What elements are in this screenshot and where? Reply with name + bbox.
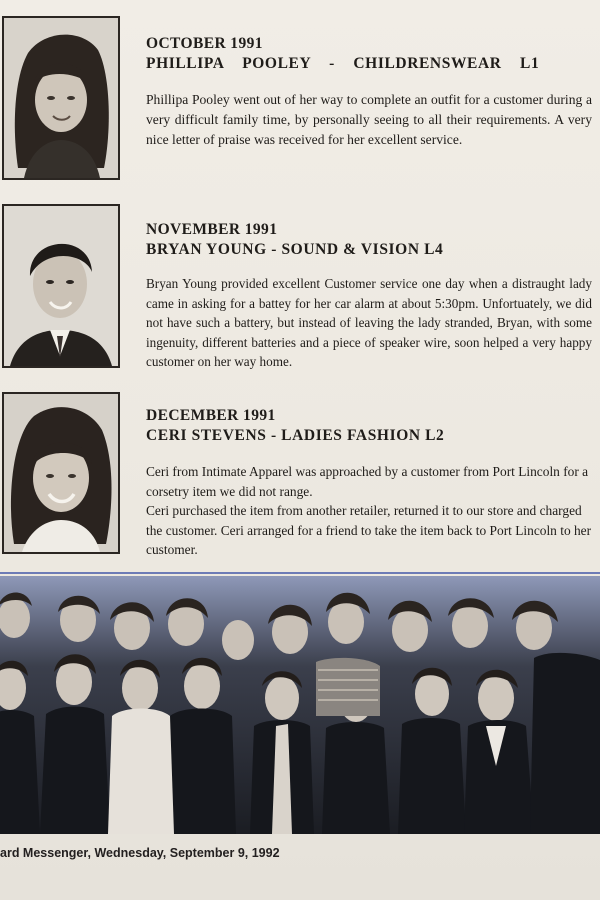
award-paragraph: Ceri purchased the item from another retailer, returned it to our store and charged the customer. Ceri arranged for a friend to take the item back to Port Lincoln to her customer. [146,503,592,557]
portrait-photo-bryan [2,204,120,368]
section-divider [0,572,600,574]
show-through-print [60,866,600,878]
portrait-photo-phillipa [2,16,120,180]
award-description [146,462,592,560]
award-text-october [146,34,592,150]
award-month: OCTOBER 1991 [146,35,263,52]
award-description [146,274,592,372]
staff-group-photo [0,576,600,834]
award-month: DECEMBER 1991 [146,407,276,424]
award-month: NOVEMBER 1991 [146,221,278,238]
award-name-department: PHILLIPA POOLEY - CHILDRENSWEAR L1 [146,55,540,72]
portrait-photo-ceri [2,392,120,554]
award-paragraph: Phillipa Pooley went out of her way to complete an outfit for a customer during a very difficult family time, by personally seeing to all their requirements. A very nice letter of praise was received for her excellent service. [146,92,592,147]
award-name-department: BRYAN YOUNG - SOUND & VISION L4 [146,241,444,258]
award-paragraph: Ceri from Intimate Apparel was approached by a customer from Port Lincoln for a corsetry item we did not range. [146,464,589,499]
award-name-department: CERI STEVENS - LADIES FASHION L2 [146,427,445,444]
award-paragraph: Bryan Young provided excellent Customer service one day when a distraught lady came in asking for a battey for her car alarm at about 5:30pm. Unfortuately, we did not have such a battery, but instead of leaving the lady stranded, Bryan, with some ingenuity, different batteries and a piece of speaker wire, soon helped a very happy customer on her way home. [146,276,592,369]
newspaper-credit: ard Messenger, Wednesday, September 9, 1992 [0,846,280,860]
award-text-december [146,406,592,560]
award-description [146,90,592,150]
award-text-november [146,220,592,372]
